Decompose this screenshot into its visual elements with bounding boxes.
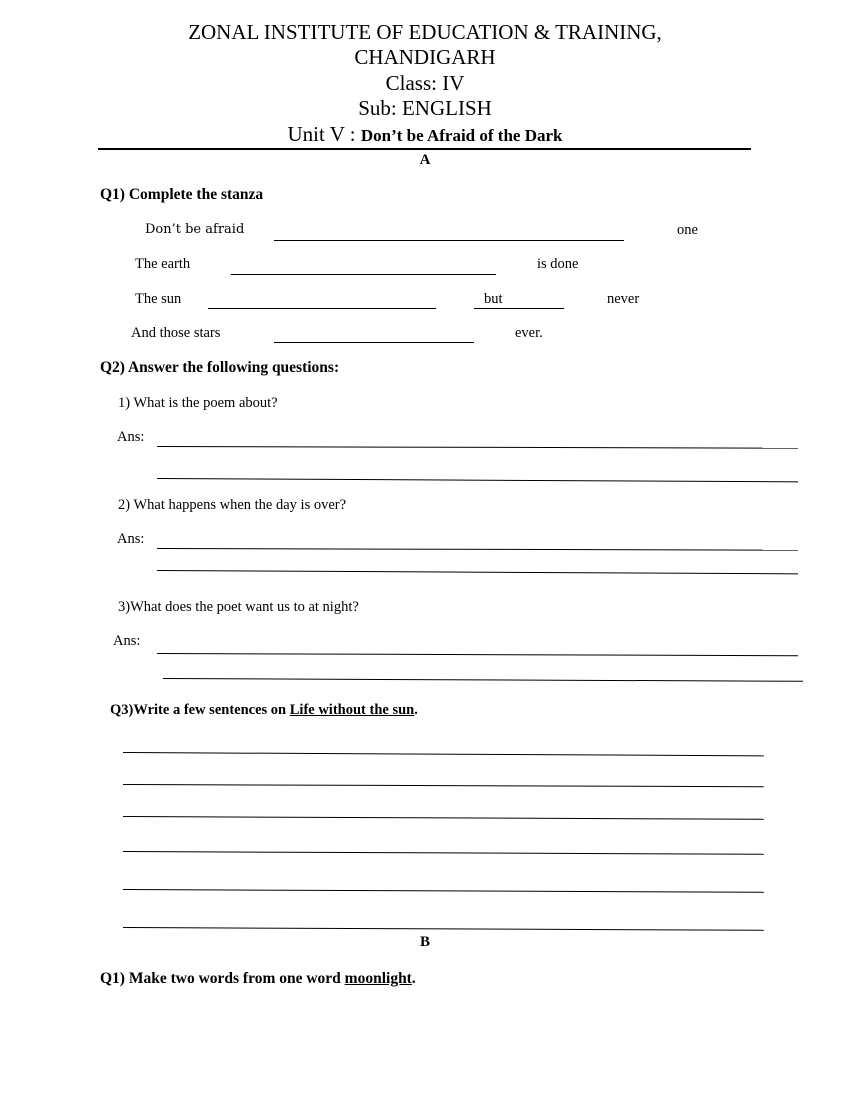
stanza-line1-end: one	[677, 222, 698, 238]
q2-ans-label-1: Ans:	[117, 429, 145, 445]
institute-name-line2: CHANDIGARH	[354, 45, 496, 69]
q2-answer-line-3a	[157, 653, 798, 656]
unit-prefix: Unit V :	[287, 122, 356, 146]
q3-writing-line-5	[123, 889, 764, 893]
q3-writing-line-3	[123, 816, 764, 820]
section-b-label: B	[419, 934, 430, 950]
q2-ans-label-2: Ans:	[117, 531, 145, 547]
section-b-q1-word: moonlight	[344, 970, 412, 987]
section-a-label: A	[419, 152, 431, 168]
q2-answer-line-3b	[163, 678, 803, 682]
stanza-line3-end: never	[607, 291, 640, 307]
q1-title: Q1) Complete the stanza	[100, 186, 264, 203]
stanza-line3-start: The sun	[135, 291, 182, 307]
q2-answer-line-2b	[157, 570, 798, 574]
stanza-line4-end: ever.	[515, 325, 543, 341]
q2-title: Q2) Answer the following questions:	[100, 359, 340, 376]
stanza-line1-blank	[274, 240, 624, 241]
stanza-line2-end: is done	[537, 256, 579, 272]
institute-name-line1: ZONAL INSTITUTE OF EDUCATION & TRAINING,	[188, 20, 662, 44]
stanza-line3-blank-a	[208, 308, 436, 309]
unit-title: Don’t be Afraid of the Dark	[360, 126, 563, 145]
header-divider	[98, 148, 751, 150]
q3-prefix: Q3)Write a few sentences on	[110, 702, 287, 718]
q3-writing-line-4	[123, 851, 764, 855]
class-label: Class: IV	[385, 71, 465, 95]
stanza-line2-blank	[231, 274, 496, 275]
q2-question-1: 1) What is the poem about?	[118, 395, 278, 411]
q3-writing-line-2	[123, 784, 764, 787]
stanza-line3-mid: but	[484, 291, 503, 307]
q2-ans-label-3: Ans:	[113, 633, 141, 649]
stanza-line1-start: Don’t be afraid	[145, 222, 245, 237]
q2-answer-line-1b	[157, 478, 798, 482]
stanza-line2-start: The earth	[135, 256, 191, 272]
q2-answer-line-1a	[157, 446, 798, 449]
q3-writing-line-6	[123, 927, 764, 931]
q2-question-2: 2) What happens when the day is over?	[118, 497, 347, 513]
stanza-line4-start: And those stars	[131, 325, 221, 341]
q2-answer-line-2a	[157, 548, 798, 551]
unit-heading	[0, 122, 850, 148]
section-b-q1	[100, 970, 416, 988]
section-b-q1-prefix: Q1) Make two words from one word	[100, 970, 341, 987]
stanza-line4-blank	[274, 342, 474, 343]
stanza-line3-blank-b	[474, 308, 564, 309]
q3-topic: Life without the sun	[289, 702, 415, 718]
q3-suffix: .	[414, 702, 418, 718]
q2-question-3: 3)What does the poet want us to at night?	[118, 599, 359, 615]
q3-writing-line-1	[123, 752, 764, 756]
subject-label: Sub: ENGLISH	[358, 96, 492, 120]
section-b-q1-suffix: .	[411, 970, 416, 987]
q3-title	[110, 702, 418, 719]
